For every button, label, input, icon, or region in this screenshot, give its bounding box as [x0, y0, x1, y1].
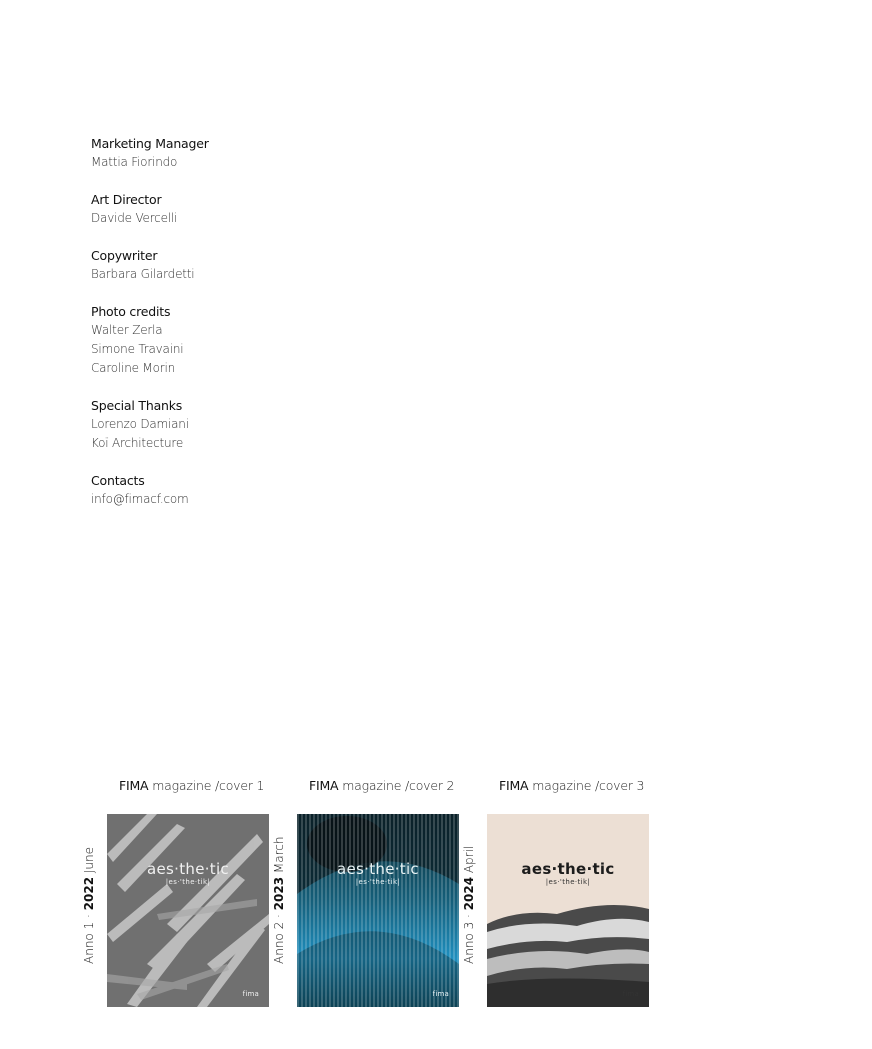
cover-title: aes·the·tic: [521, 860, 615, 878]
rock-landscape-art: [487, 814, 649, 1007]
cover-caption: [499, 778, 644, 793]
credit-contacts: [91, 471, 391, 509]
leaf-shadow-art: [107, 814, 269, 1007]
cover-caption-text: magazine /cover 1: [148, 778, 265, 793]
cover-brand: FIMA: [309, 778, 339, 793]
cover-subtitle: |es·'the·tik|: [165, 878, 211, 886]
credit-name: Barbara Gilardetti: [91, 267, 195, 281]
cover-issue-label: [82, 784, 100, 964]
cover-issue-label: [462, 784, 480, 964]
issue-year: 2023: [272, 876, 286, 911]
credit-name: Davide Vercelli: [91, 211, 178, 225]
cover-caption-text: magazine /cover 2: [338, 778, 455, 793]
issue-month: March: [272, 836, 286, 877]
cover-title: aes·the·tic: [337, 860, 419, 878]
cover-column-1: [82, 776, 268, 1016]
credit-name: Walter Zerla: [91, 323, 163, 337]
cover-subtitle: |es·'the·tik|: [355, 878, 401, 886]
contact-email[interactable]: info@fimacf.com: [91, 492, 189, 506]
cover-image-1[interactable]: [107, 814, 269, 1007]
credit-name: Simone Travaini: [91, 342, 184, 356]
cover-image-3[interactable]: [487, 814, 649, 1007]
credit-marketing-manager: [91, 134, 391, 172]
credits-list: [91, 134, 391, 527]
cover-brand: FIMA: [119, 778, 149, 793]
credit-art-director: [91, 190, 391, 228]
issue-anno: Anno 1 ·: [82, 910, 96, 964]
cover-caption-text: magazine /cover 3: [528, 778, 645, 793]
striped-wave-art: [297, 814, 459, 1007]
issue-year: 2024: [462, 876, 476, 911]
cover-column-2: [272, 776, 458, 1016]
credit-name: Lorenzo Damiani: [91, 417, 189, 431]
cover-issue-label: [272, 784, 290, 964]
magazine-covers: [82, 776, 688, 1016]
credit-role: Copywriter: [91, 248, 158, 263]
credit-copywriter: [91, 246, 391, 284]
credit-role: Contacts: [91, 473, 145, 488]
credit-role: Art Director: [91, 192, 162, 207]
issue-anno: Anno 3 ·: [462, 910, 476, 964]
credit-role: Photo credits: [91, 304, 171, 319]
credit-role: Special Thanks: [91, 398, 183, 413]
cover-column-3: [462, 776, 648, 1016]
issue-month: June: [82, 846, 96, 877]
issue-month: April: [462, 845, 476, 877]
credit-name: Mattia Fiorindo: [91, 155, 178, 169]
credit-role: Marketing Manager: [91, 136, 209, 151]
cover-caption: [119, 778, 264, 793]
cover-logo: fima: [432, 990, 449, 998]
cover-title: aes·the·tic: [147, 860, 229, 878]
cover-caption: [309, 778, 454, 793]
issue-year: 2022: [82, 876, 96, 911]
cover-image-2[interactable]: [297, 814, 459, 1007]
credit-name: Caroline Morin: [91, 361, 175, 375]
cover-logo: fima: [622, 990, 639, 998]
credit-name: Koï Architecture: [91, 436, 184, 450]
credit-special-thanks: [91, 396, 391, 453]
cover-subtitle: |es·'the·tik|: [545, 878, 591, 886]
issue-anno: Anno 2 ·: [272, 910, 286, 964]
cover-logo: fima: [242, 990, 259, 998]
cover-brand: FIMA: [499, 778, 529, 793]
credit-photo-credits: [91, 302, 391, 378]
